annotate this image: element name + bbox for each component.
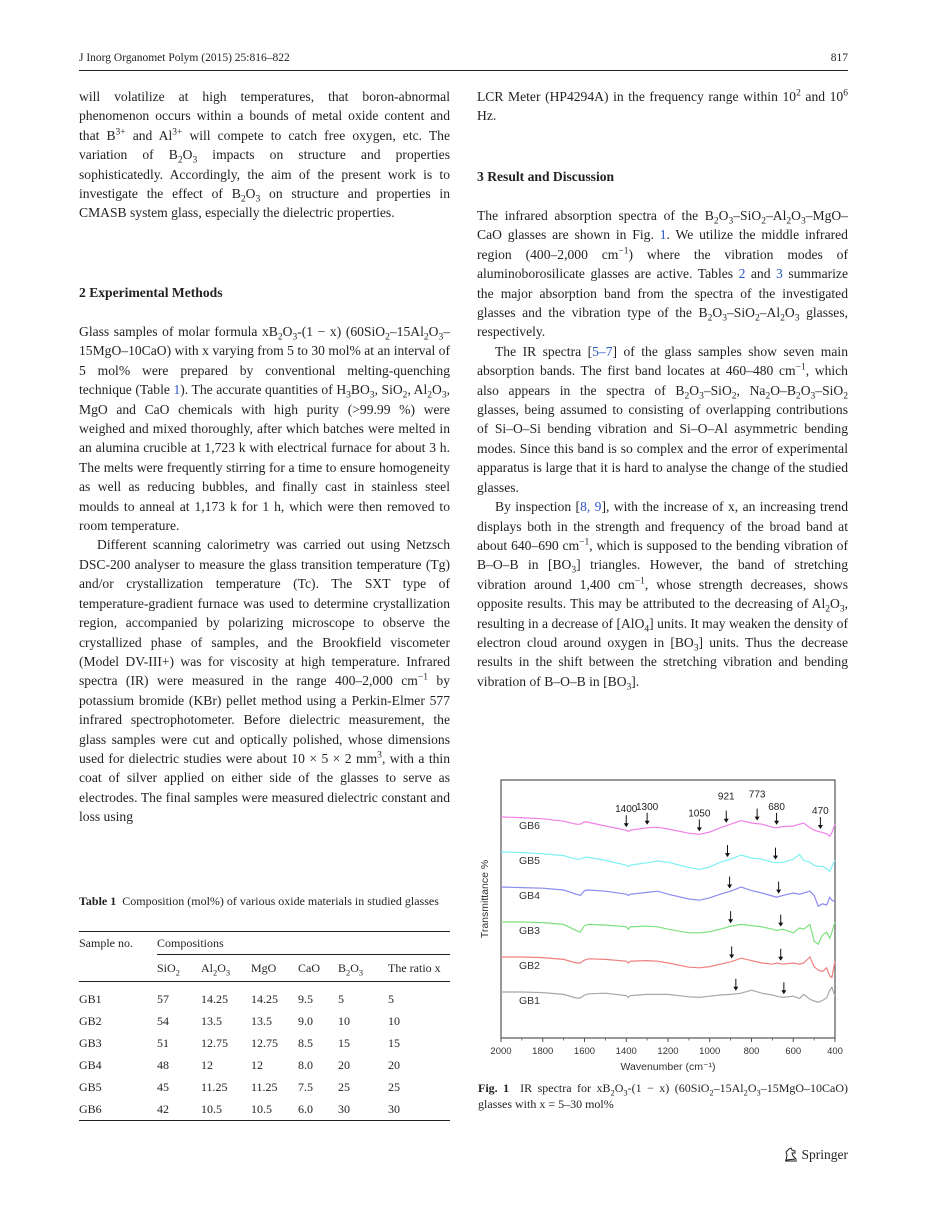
annotation-label: 921 [717, 791, 735, 803]
value-cell: 13.5 [251, 1013, 272, 1028]
figure-1-caption [478, 1080, 848, 1112]
ir-spectra-figure [478, 776, 848, 1076]
series-label-gb5: GB5 [519, 855, 541, 867]
value-cell: 12 [201, 1057, 213, 1072]
table-row [79, 1032, 450, 1054]
x-tick-label: 1800 [532, 1046, 554, 1057]
figure-1-label: Fig. 1 [478, 1081, 510, 1095]
value-cell: 42 [157, 1098, 201, 1121]
value-cell: 8.0 [298, 1057, 313, 1072]
results-paragraph-2: The IR spectra [5–7] of the glass samples show seven main absorption bands. The first band locates at 460–480 $cm^{-1}$, which also appears in the spectra of $B_2O_3-SiO_2$, $Na_2O-B_2O_3-SiO_2$ glasses, being assumed to consisting of overlapping contributions of Si–O–Si bending vibration and Si–O–Al asymmetric bending modes. Since this band is so complex and the error of experimental apparatus is large that it is hard to analyse the change of the studied glasses. [477, 343, 848, 495]
col-header: CaO [298, 955, 338, 982]
annotation-label: 680 [768, 801, 785, 813]
composition-table [79, 931, 450, 1121]
annotation-arrowhead [755, 817, 760, 821]
annotation-label: 1300 [636, 801, 659, 813]
annotation-arrowhead [774, 821, 779, 825]
x-tick-label: 400 [827, 1046, 843, 1057]
page-number: 817 [830, 52, 848, 64]
table-row [79, 982, 450, 1011]
value-cell: 11.25 [251, 1079, 278, 1094]
value-cell: 8.5 [298, 1035, 313, 1050]
table-1-label: Table 1 [79, 894, 117, 908]
col-header: SiO$_2$ [157, 955, 201, 982]
series-line-gb5 [501, 852, 835, 871]
annotation-arrowhead [733, 987, 738, 991]
value-cell: 12.75 [201, 1035, 228, 1050]
table-row [79, 1054, 450, 1076]
methods-text [79, 322, 450, 827]
table-1-caption-text: Composition (mol%) of various oxide materials in studied glasses [122, 894, 439, 908]
value-cell: 30 [388, 1098, 450, 1121]
series-label-gb6: GB6 [519, 820, 541, 832]
intro-paragraph-end: will volatilize at high temperatures, that boron-abnormal phenomenon occurs within a bounds of metal oxide content and that $B^{3+}$ and $Al^{3+}$ will compete to catch free oxygen, etc. The variation of $B_2O_3$ impacts on structure and properties sophisticatedly. Accordingly, the aim of the present work is to investigate the effect of $B_2O_3$ on structure and properties in CMASB system glass, especially the dielectric properties. [79, 89, 450, 221]
annotation-label: 1050 [688, 808, 711, 820]
value-cell: 5 [338, 991, 344, 1006]
figure-1-caption-text: IR spectra for $xB_2O_3-(1 - x)$ $(60SiO_2-15Al_2O_3-15MgO-10CaO)$ glasses with x = 5–30 mol% [478, 1081, 849, 1111]
annotation-label: 470 [812, 806, 829, 817]
x-tick-label: 2000 [490, 1046, 512, 1057]
col-header: MgO [251, 955, 298, 982]
sample-cell: GB5 [79, 1079, 102, 1094]
series-line-gb1 [501, 987, 835, 1002]
value-cell: 25 [388, 1079, 400, 1094]
annotation-arrowhead [728, 919, 733, 923]
value-cell: 15 [388, 1035, 400, 1050]
running-header [79, 50, 848, 71]
left-column [79, 87, 450, 223]
x-tick-label: 1400 [615, 1046, 637, 1057]
annotation-label: 1400 [615, 804, 638, 816]
value-cell: 14.25 [201, 991, 228, 1006]
annotation-arrowhead [727, 885, 732, 889]
annotation-arrowhead [773, 856, 778, 860]
publisher-name: Springer [801, 1147, 848, 1162]
plot-frame [501, 780, 835, 1038]
ir-spectra-chart [478, 776, 848, 1076]
col-header: $Al_2O_3$ [201, 955, 251, 982]
value-cell: 7.5 [298, 1079, 313, 1094]
results-paragraph-3: By inspection [8, 9], with the increase of x, an increasing trend displays both in the strength and frequency of the broad band at about 640–690 $cm^{-1}$, which is supposed to the bending vibration of B–O–B in $[BO_3]$ triangles. However, the band of stretching vibration around 1,400 $cm^{-1}$, whose strength decreases, shows opposite results. This may be attributed to the decreasing of $Al_2O_3$, resulting in a decrease of [AlO$_4$] units. It may weaken the density of electron cloud around oxygen in $[BO_3]$ units. Thus the decrease results in the shift between the stretching vibration and bending vibration of B–O–B in $[BO_3]$. [477, 499, 849, 693]
value-cell: 54 [157, 1013, 169, 1028]
series-label-gb3: GB3 [519, 925, 541, 937]
annotation-arrowhead [645, 821, 650, 825]
value-cell: 12.75 [251, 1035, 278, 1050]
value-cell: 57 [157, 991, 169, 1006]
value-cell: 14.25 [251, 991, 278, 1006]
series-line-gb6 [501, 817, 835, 836]
value-cell: 13.5 [201, 1013, 222, 1028]
x-tick-label: 1600 [573, 1046, 596, 1057]
value-cell: 9.5 [298, 991, 313, 1006]
value-cell: 51 [157, 1035, 169, 1050]
series-label-gb4: GB4 [519, 890, 541, 902]
sample-cell: GB4 [79, 1057, 102, 1072]
results-paragraph-1: The infrared absorption spectra of the $B_2O_3-SiO_2-Al_2O_3-MgO$–CaO glasses are shown in Fig. 1. We utilize the middle infrared region (400–2,000 $cm^{-1}$) where the vibration modes of aluminoborosilicate glasses are active. Tables 2 and 3 summarize the major absorption band from the spectra of the investigated glasses and the vibration type of the $B_2O_3-SiO_2-Al_2O_3$ glasses, respectively. [477, 208, 849, 340]
series-line-gb2 [501, 957, 835, 977]
section-3 [477, 167, 848, 186]
value-cell: 20 [338, 1057, 350, 1072]
annotation-arrowhead [818, 825, 823, 829]
annotation-arrowhead [776, 890, 781, 894]
x-tick-label: 800 [743, 1046, 760, 1057]
value-cell: 10.5 [201, 1098, 251, 1121]
value-cell: 25 [338, 1079, 350, 1094]
value-cell: 10 [338, 1013, 350, 1028]
x-axis-label: Wavenumber (cm⁻¹) [620, 1061, 716, 1073]
x-tick-label: 600 [785, 1046, 802, 1057]
section-3-heading: 3 Result and Discussion [477, 169, 615, 184]
annotation-label: 773 [748, 789, 766, 801]
series-line-gb4 [501, 887, 835, 906]
sample-cell: GB2 [79, 1013, 102, 1028]
sample-cell: GB3 [79, 1035, 102, 1050]
value-cell: 9.0 [298, 1013, 313, 1028]
publisher-logo [783, 1146, 849, 1163]
series-label-gb2: GB2 [519, 960, 541, 972]
journal-citation: J Inorg Organomet Polym (2015) 25:816–822 [79, 52, 290, 64]
annotation-arrowhead [725, 853, 730, 857]
value-cell: 48 [157, 1057, 169, 1072]
annotation-arrowhead [778, 923, 783, 927]
x-tick-label: 1200 [657, 1046, 679, 1057]
col-header: $B_2O_3$ [338, 955, 388, 982]
x-tick-label: 1000 [699, 1046, 721, 1057]
value-cell: 10 [388, 1013, 400, 1028]
table-row [79, 1098, 450, 1121]
value-cell: 11.25 [201, 1079, 228, 1094]
table-row [79, 1010, 450, 1032]
header-compositions: Compositions [157, 932, 450, 955]
col-header: The ratio x [388, 955, 450, 982]
annotation-arrowhead [778, 957, 783, 961]
table-1-caption [79, 893, 450, 909]
value-cell: 15 [338, 1035, 350, 1050]
y-axis-label: Transmittance % [479, 859, 491, 939]
section-2 [79, 283, 450, 302]
methods-paragraph-2: Different scanning calorimetry was carried out using Netzsch DSC-200 analyser to measure the glass transition temperature (Tg) and/or crystallization temperature (Tc). The SXT type of temperature-gradient furnace was used to determine crystallization region, accompanied by polarizing microscope to observe the crystallized phase of samples, and the Brookfield viscometer (Model DV-III+) was for viscosity at high temperature. Infrared spectra (IR) were measured in the range 400–2,000 $cm^{-1}$ by potassium bromide (KBr) pellet method using a Perkin-Elmer 577 infrared spectrophotometer. Before dielectric measurement, the glass samples were cut and optically polished, whose dimensions used for dielectric studies were about 10 × 5 × 2 $mm^3$, with a thin coat of silver applied on either side of the glasses to serve as electrodes. The final samples were measured dielectric constant and loss using [79, 537, 450, 825]
value-cell: 6.0 [298, 1098, 338, 1121]
methods-paragraph-end: LCR Meter (HP4294A) in the frequency range within $10^2$ and $10^6$ Hz. [477, 88, 848, 124]
annotation-arrowhead [624, 823, 629, 827]
value-cell: 5 [388, 991, 394, 1006]
annotation-arrowhead [724, 819, 729, 823]
series-line-gb3 [501, 922, 835, 944]
annotation-arrowhead [729, 954, 734, 958]
sample-cell: GB6 [79, 1098, 157, 1121]
annotation-arrowhead [781, 990, 786, 994]
section-2-heading: 2 Experimental Methods [79, 285, 223, 300]
series-label-gb1: GB1 [519, 995, 541, 1007]
springer-horse-icon [783, 1146, 799, 1162]
annotation-arrowhead [697, 827, 702, 831]
value-cell: 12 [251, 1057, 263, 1072]
methods-paragraph-1: Glass samples of molar formula $xB_2O_3-(1 - x)$ $(60SiO_2-15Al_2O_3-15MgO-10CaO)$ with x varying from 5 to 30 mol% at an interval of 5 mol% were prepared by conventional melting-quenching technique (Table 1). The accurate quantities of $H_3BO_3$, SiO$_2$, $Al_2O_3$, MgO and CaO chemicals with high purity (>99.99 %) were weighed and mixed thoroughly, after which batches were melted in an alumina crucible at 1,723 k with electrical furnace for about 3 h. The melts were frequently stirring for a time to ensure homogeneity as well as reducing bubbles, and finally cast in stainless steel moulds to anneal at 1,173 k for 1 h, which were then removed to room temperature. [79, 324, 450, 534]
table-row [79, 1076, 450, 1098]
right-column-top [477, 87, 848, 126]
value-cell: 10.5 [251, 1098, 298, 1121]
results-text [477, 206, 848, 691]
value-cell: 45 [157, 1079, 169, 1094]
sample-cell: GB1 [79, 991, 102, 1006]
header-sample-no: Sample no. [79, 932, 157, 955]
value-cell: 30 [338, 1098, 388, 1121]
value-cell: 20 [388, 1057, 400, 1072]
